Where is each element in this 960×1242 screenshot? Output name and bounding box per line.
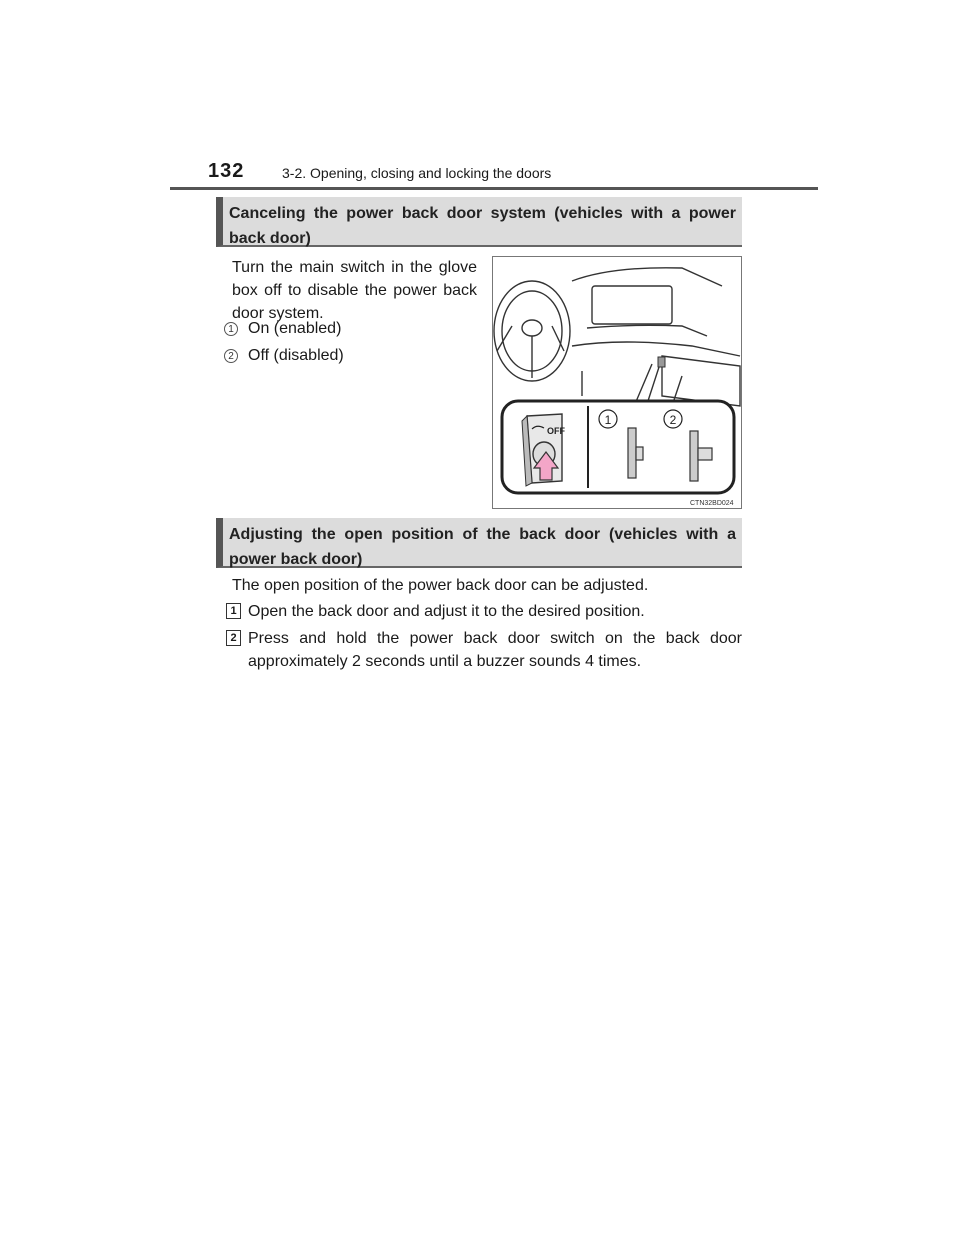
step-number: 2 [226, 630, 241, 646]
chapter-title: 3-2. Opening, closing and locking the doors [282, 165, 552, 181]
page-number: 132 [208, 160, 245, 182]
figure-marker-1: 1 [604, 413, 612, 427]
header-divider [170, 187, 818, 190]
callout-number: 2 [224, 349, 238, 363]
figure-code: CTN32BD024 [690, 500, 734, 507]
callout-number: 1 [224, 322, 238, 336]
callout-label: Off (disabled) [248, 347, 344, 364]
off-text: OFF [547, 426, 565, 436]
section-heading-adjust: Adjusting the open position of the back door (vehicles with a power back door) [216, 518, 742, 568]
step-text: Open the back door and adjust it to the desired position. [248, 603, 645, 620]
section-text-cancel: Turn the main switch in the glove box off to disable the power back door system. [232, 259, 477, 322]
step-number: 1 [226, 603, 241, 619]
switch-on-position [628, 428, 636, 478]
glove-box-switch-figure [492, 256, 742, 509]
section-intro-adjust: The open position of the power back door can be adjusted. [232, 577, 649, 594]
figure-marker-2: 2 [669, 413, 677, 427]
step-text: Press and hold the power back door switch on the back door approximately 2 seconds until a buzzer sounds 4 times. [248, 630, 742, 670]
switch-off-position [690, 431, 698, 481]
section-heading-cancel: Canceling the power back door system (vehicles with a power back door) [216, 197, 742, 247]
callout-label: On (enabled) [248, 320, 342, 337]
